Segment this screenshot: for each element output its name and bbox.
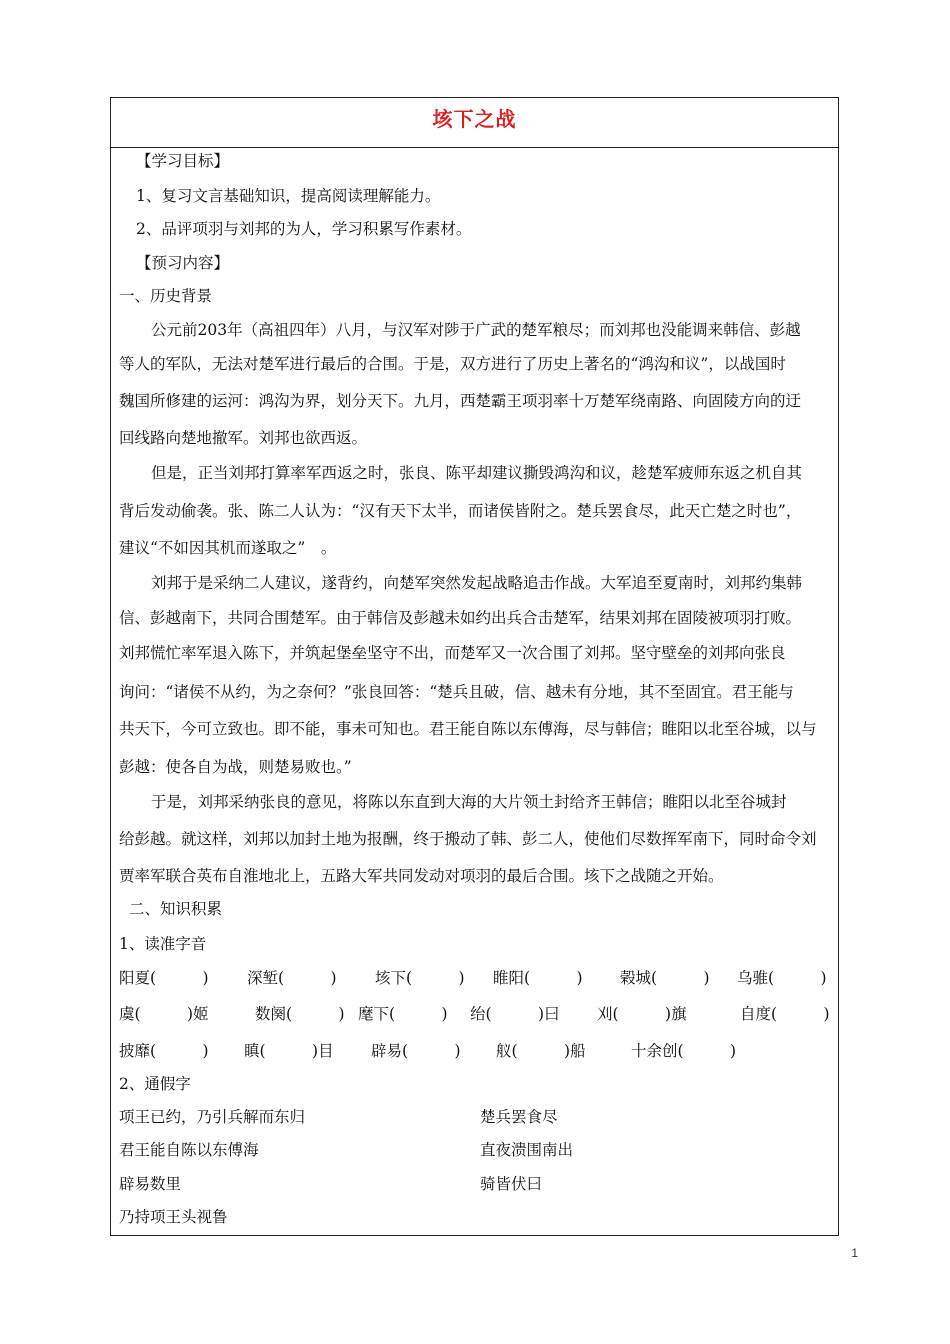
- tongjia-item: 项王已约，乃引兵解而东归: [119, 1108, 306, 1126]
- pronunciation-item: 刈( )旗: [597, 1005, 687, 1023]
- paragraph-line: 刘邦慌忙率军退入陈下，并筑起堡垒坚守不出，而楚军又一次合围了刘邦。坚守壁垒的刘邦向张良: [119, 644, 786, 662]
- pronunciation-item: 瞋( )目: [244, 1042, 334, 1060]
- objective-item: 1、复习文言基础知识，提高阅读理解能力。: [136, 187, 441, 205]
- pronunciation-item: 披靡( ): [119, 1042, 209, 1060]
- tongjia-item: 辟易数里: [119, 1175, 182, 1193]
- page-title: 垓下之战: [432, 107, 517, 131]
- paragraph-line: 刘邦于是采纳二人建议，遂背约，向楚军突然发起战略追击作战。大军追至夏南时，刘邦约集韩: [151, 574, 803, 592]
- pronunciation-item: 舣( )船: [496, 1042, 586, 1060]
- pronunciation-item: 麾下( ): [358, 1005, 448, 1023]
- pronunciation-item: 虞( )姬: [119, 1005, 209, 1023]
- paragraph-line: 但是，正当刘邦打算率军西返之时，张良、陈平却建议撕毁鸿沟和议，趁楚军疲师东返之机自其: [151, 464, 803, 482]
- subsection-heading: 2、通假字: [119, 1075, 191, 1093]
- pronunciation-item: 十余创( ): [631, 1042, 737, 1060]
- paragraph-line: 建议“不如因其机而遂取之” 。: [119, 539, 337, 557]
- pronunciation-item: 绐( )曰: [470, 1005, 560, 1023]
- objective-item: 2、品评项羽与刘邦的为人，学习积累写作素材。: [136, 220, 472, 238]
- subsection-heading: 1、读准字音: [119, 935, 207, 953]
- paragraph-line: 公元前203年（高祖四年）八月，与汉军对陟于广武的楚军粮尽；而刘邦也没能调来韩信、彭越: [151, 321, 801, 339]
- preview-header: 【预习内容】: [136, 254, 230, 272]
- paragraph-line: 贾率军联合英布自淮地北上，五路大军共同发动对项羽的最后合围。垓下之战随之开始。: [119, 867, 724, 885]
- pronunciation-item: 数阕( ): [255, 1005, 345, 1023]
- paragraph-line: 魏国所修建的运河：鸿沟为界，划分天下。九月，西楚霸王项羽率十万楚军绕南路、向固陵方向的迂: [119, 392, 802, 410]
- pronunciation-item: 乌骓( ): [737, 969, 827, 987]
- tongjia-item: 直夜溃围南出: [480, 1141, 574, 1159]
- pronunciation-item: 榖城( ): [620, 969, 710, 987]
- pronunciation-item: 自度( ): [740, 1005, 830, 1023]
- pronunciation-item: 辟易( ): [371, 1042, 461, 1060]
- tongjia-item: 君王能自陈以东傅海: [119, 1141, 259, 1159]
- pronunciation-item: 睢阳( ): [493, 969, 583, 987]
- paragraph-line: 回线路向楚地撤军。刘邦也欲西返。: [119, 429, 368, 447]
- paragraph-line: 背后发动偷袭。张、陈二人认为：“汉有天下太半，而诸侯皆附之。楚兵罢食尽，此天亡楚之时也”，: [119, 502, 802, 520]
- tongjia-item: 楚兵罢食尽: [480, 1108, 558, 1126]
- pronunciation-item: 垓下( ): [375, 969, 465, 987]
- paragraph-line: 彭越：使各自为战，则楚易败也。”: [119, 758, 352, 776]
- paragraph-line: 于是，刘邦采纳张良的意见，将陈以东直到大海的大片领土封给齐王韩信；睢阳以北至谷城封: [151, 793, 787, 811]
- page-number: 1: [851, 1246, 858, 1260]
- title-row: [111, 98, 838, 148]
- section-heading: 一、历史背景: [119, 287, 213, 305]
- pronunciation-item: 深堑( ): [247, 969, 337, 987]
- objectives-header: 【学习目标】: [136, 152, 230, 170]
- paragraph-line: 共天下，今可立致也。即不能，事未可知也。君王能自陈以东傅海，尽与韩信；睢阳以北至谷城，以与: [119, 720, 817, 738]
- tongjia-item: 乃持项王头视鲁: [119, 1208, 228, 1226]
- tongjia-item: 骑皆伏曰: [480, 1175, 543, 1193]
- pronunciation-item: 阳夏( ): [119, 969, 209, 987]
- paragraph-line: 询问：“诸侯不从约，为之奈何？”张良回答：“楚兵且破，信、越未有分地，其不至固宜。君王能与: [119, 683, 794, 701]
- section-heading: 二、知识积累: [129, 900, 223, 918]
- paragraph-line: 信、彭越南下，共同合围楚军。由于韩信及彭越未如约出兵合击楚军，结果刘邦在固陵被项羽打败。: [119, 609, 802, 627]
- paragraph-line: 给彭越。就这样，刘邦以加封土地为报酬，终于搬动了韩、彭二人，使他们尽数挥军南下，同时命令刘: [119, 830, 817, 848]
- paragraph-line: 等人的军队，无法对楚军进行最后的合围。于是，双方进行了历史上著名的“鸿沟和议”，以战国时: [119, 355, 786, 373]
